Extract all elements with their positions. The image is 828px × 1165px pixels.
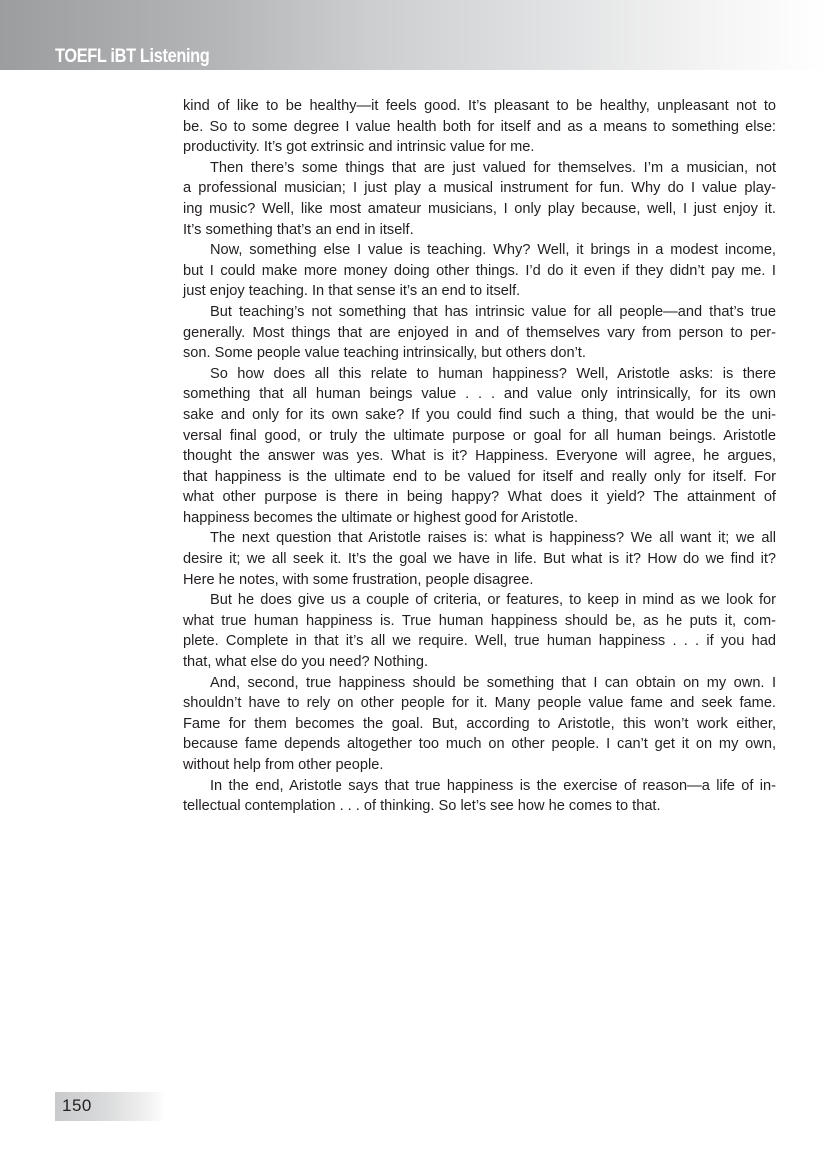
text-line: Fame for them becomes the goal. But, according to Aristotle, this won’t work either, xyxy=(183,715,776,732)
text-line: Here he notes, with some frustration, people disagree. xyxy=(183,571,534,588)
text-line: plete. Complete in that it’s all we require. Well, true human happiness . . . if you had xyxy=(183,633,776,650)
text-line: But he does give us a couple of criteria, or features, to keep in mind as we look for xyxy=(210,592,776,609)
paragraph xyxy=(183,528,776,590)
text-line: ing music? Well, like most amateur musicians, I only play because, well, I just enjoy it. xyxy=(183,200,776,217)
text-line: Then there’s some things that are just valued for themselves. I’m a musician, not xyxy=(210,159,776,176)
text-line: a professional musician; I just play a musical instrument for fun. Why do I value play- xyxy=(183,180,776,197)
text-line: So how does all this relate to human happiness? Well, Aristotle asks: is there xyxy=(210,365,776,382)
text-line: generally. Most things that are enjoyed in and of themselves vary from person to per- xyxy=(183,324,776,341)
text-line: The next question that Aristotle raises is: what is happiness? We all want it; we all xyxy=(210,530,776,547)
text-line: It’s something that’s an end in itself. xyxy=(183,221,414,238)
text-line: son. Some people value teaching intrinsically, but others don’t. xyxy=(183,345,586,362)
running-header xyxy=(0,0,828,70)
paragraph xyxy=(183,590,776,672)
text-line: that, what else do you need? Nothing. xyxy=(183,654,429,671)
text-line: desire it; we all seek it. It’s the goal we have in life. But what is it? How do we find it? xyxy=(183,551,776,568)
page-number: 150 xyxy=(62,1096,92,1115)
text-line: that happiness is the ultimate end to be valued for itself and really only for itself. For xyxy=(183,468,776,485)
text-line: just enjoy teaching. In that sense it’s an end to itself. xyxy=(183,283,521,300)
text-line: But teaching’s not something that has intrinsic value for all people—and that’s true xyxy=(210,303,776,320)
text-line: In the end, Aristotle says that true happiness is the exercise of reason—a life of in- xyxy=(210,777,776,794)
text-line: because fame depends altogether too much on other people. I can’t get it on my own, xyxy=(183,736,776,753)
text-line: Now, something else I value is teaching. Why? Well, it brings in a modest income, xyxy=(210,242,776,259)
paragraph xyxy=(183,96,776,158)
paragraph xyxy=(183,302,776,364)
paragraph xyxy=(183,673,776,776)
text-line: happiness becomes the ultimate or highest good for Aristotle. xyxy=(183,509,579,526)
lecture-transcript xyxy=(183,96,776,817)
text-line: And, second, true happiness should be something that I can obtain on my own. I xyxy=(210,674,776,691)
text-line: productivity. It’s got extrinsic and intrinsic value for me. xyxy=(183,139,535,156)
text-line: tellectual contemplation . . . of thinking. So let’s see how he comes to that. xyxy=(183,798,661,815)
text-line: thought the answer was yes. What is it? Happiness. Everyone will agree, he argues, xyxy=(183,448,776,465)
text-line: what true human happiness is. True human happiness should be, as he puts it, com- xyxy=(183,612,776,629)
text-line: be. So to some degree I value health both for itself and as a means to something else: xyxy=(183,118,776,135)
text-line: shouldn’t have to rely on other people for it. Many people value fame and seek fame. xyxy=(183,695,776,712)
text-line: but I could make more money doing other things. I’d do it even if they didn’t pay me. I xyxy=(183,262,776,279)
text-line: without help from other people. xyxy=(183,757,384,773)
text-line: what other purpose is there in being happy? What does it yield? The attainment of xyxy=(183,489,776,506)
text-line: sake and only for its own sake? If you could find such a thing, that would be the uni- xyxy=(183,406,776,423)
paragraph xyxy=(183,240,776,302)
paragraph xyxy=(183,364,776,529)
text-line: versal final good, or truly the ultimate purpose or goal for all human beings. Aristotle xyxy=(183,427,776,444)
text-line: something that all human beings value . . . and value only intrinsically, for its own xyxy=(183,386,776,403)
page-number-box xyxy=(55,1092,165,1121)
book-section-title: TOEFL iBT Listening xyxy=(55,46,210,67)
paragraph xyxy=(183,776,776,817)
paragraph xyxy=(183,158,776,240)
text-line: kind of like to be healthy—it feels good. It’s pleasant to be healthy, unpleasant not to xyxy=(183,98,776,114)
